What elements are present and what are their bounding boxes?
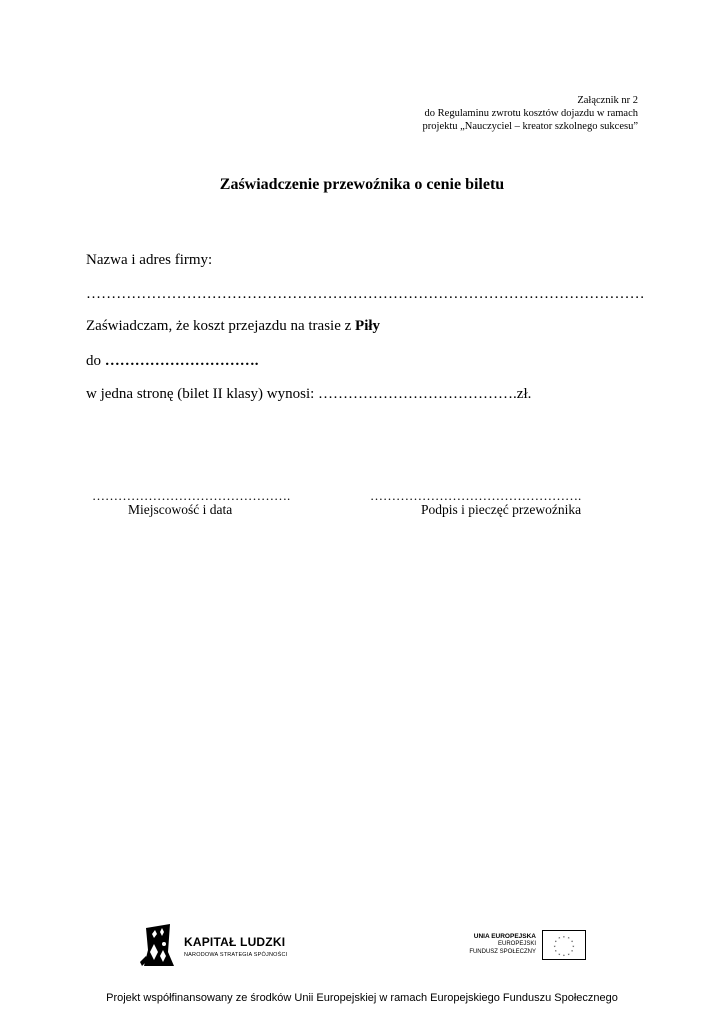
svg-text:*: * xyxy=(572,944,575,949)
place-date-label: Miejscowość i data xyxy=(128,502,233,517)
svg-text:*: * xyxy=(571,949,574,954)
signature-label: Podpis i pieczęć przewoźnika xyxy=(421,502,582,517)
svg-text:*: * xyxy=(571,940,574,945)
svg-text:*: * xyxy=(567,936,570,941)
certification-line xyxy=(86,318,380,335)
eu-name: UNIA EUROPEJSKA xyxy=(473,933,536,940)
place-date-fill: ………………………………………. xyxy=(92,488,291,503)
eu-fund-text xyxy=(469,933,536,956)
svg-text:*: * xyxy=(554,949,557,954)
svg-text:*: * xyxy=(553,944,556,949)
kapital-ludzki-subtitle: NARODOWA STRATEGIA SPÓJNOŚCI xyxy=(184,952,288,958)
price-line: w jedna stronę (bilet II klasy) wynosi: ………………………………….zł. xyxy=(86,386,532,402)
eu-fund-logo xyxy=(452,930,586,962)
eu-fund-line1: EUROPEJSKI xyxy=(497,941,536,947)
kapital-ludzki-logo xyxy=(140,922,300,968)
svg-text:*: * xyxy=(554,940,557,945)
svg-text:*: * xyxy=(558,936,561,941)
annex-project: projektu „Nauczyciel – kreator szkolnego sukcesu” xyxy=(422,121,638,132)
destination-line xyxy=(86,353,259,370)
svg-text:*: * xyxy=(567,952,570,957)
svg-text:*: * xyxy=(563,935,565,940)
firm-label: Nazwa i adres firmy: xyxy=(86,252,213,268)
kapital-ludzki-title: KAPITAŁ LUDZKI xyxy=(184,935,286,949)
annex-regulation: do Regulaminu zwrotu kosztów dojazdu w ramach xyxy=(424,108,638,119)
svg-text:*: * xyxy=(558,952,561,957)
destination-fill: …………………………. xyxy=(104,353,259,369)
signature-fill: …………………………………………. xyxy=(370,488,582,503)
svg-text:*: * xyxy=(563,954,565,959)
eu-fund-line2: FUNDUSZ SPOŁECZNY xyxy=(469,948,536,955)
eu-flag-icon xyxy=(542,930,586,960)
annex-number: Załącznik nr 2 xyxy=(577,95,638,106)
certification-text: Zaświadczam, że koszt przejazdu na trasie z xyxy=(86,318,356,334)
kapital-ludzki-emblem-icon xyxy=(140,922,178,968)
annex-header xyxy=(423,94,638,133)
destination-label: do xyxy=(86,353,105,369)
funding-footer: Projekt współfinansowany ze środków Unii Europejskiej w ramach Europejskiego Funduszu Społecznego xyxy=(106,992,618,1004)
origin-city: Piły xyxy=(355,318,381,334)
firm-fill-line: ………………………………………………………………………………………………… xyxy=(86,286,645,302)
document-title: Zaświadczenie przewoźnika o cenie biletu xyxy=(219,176,505,193)
